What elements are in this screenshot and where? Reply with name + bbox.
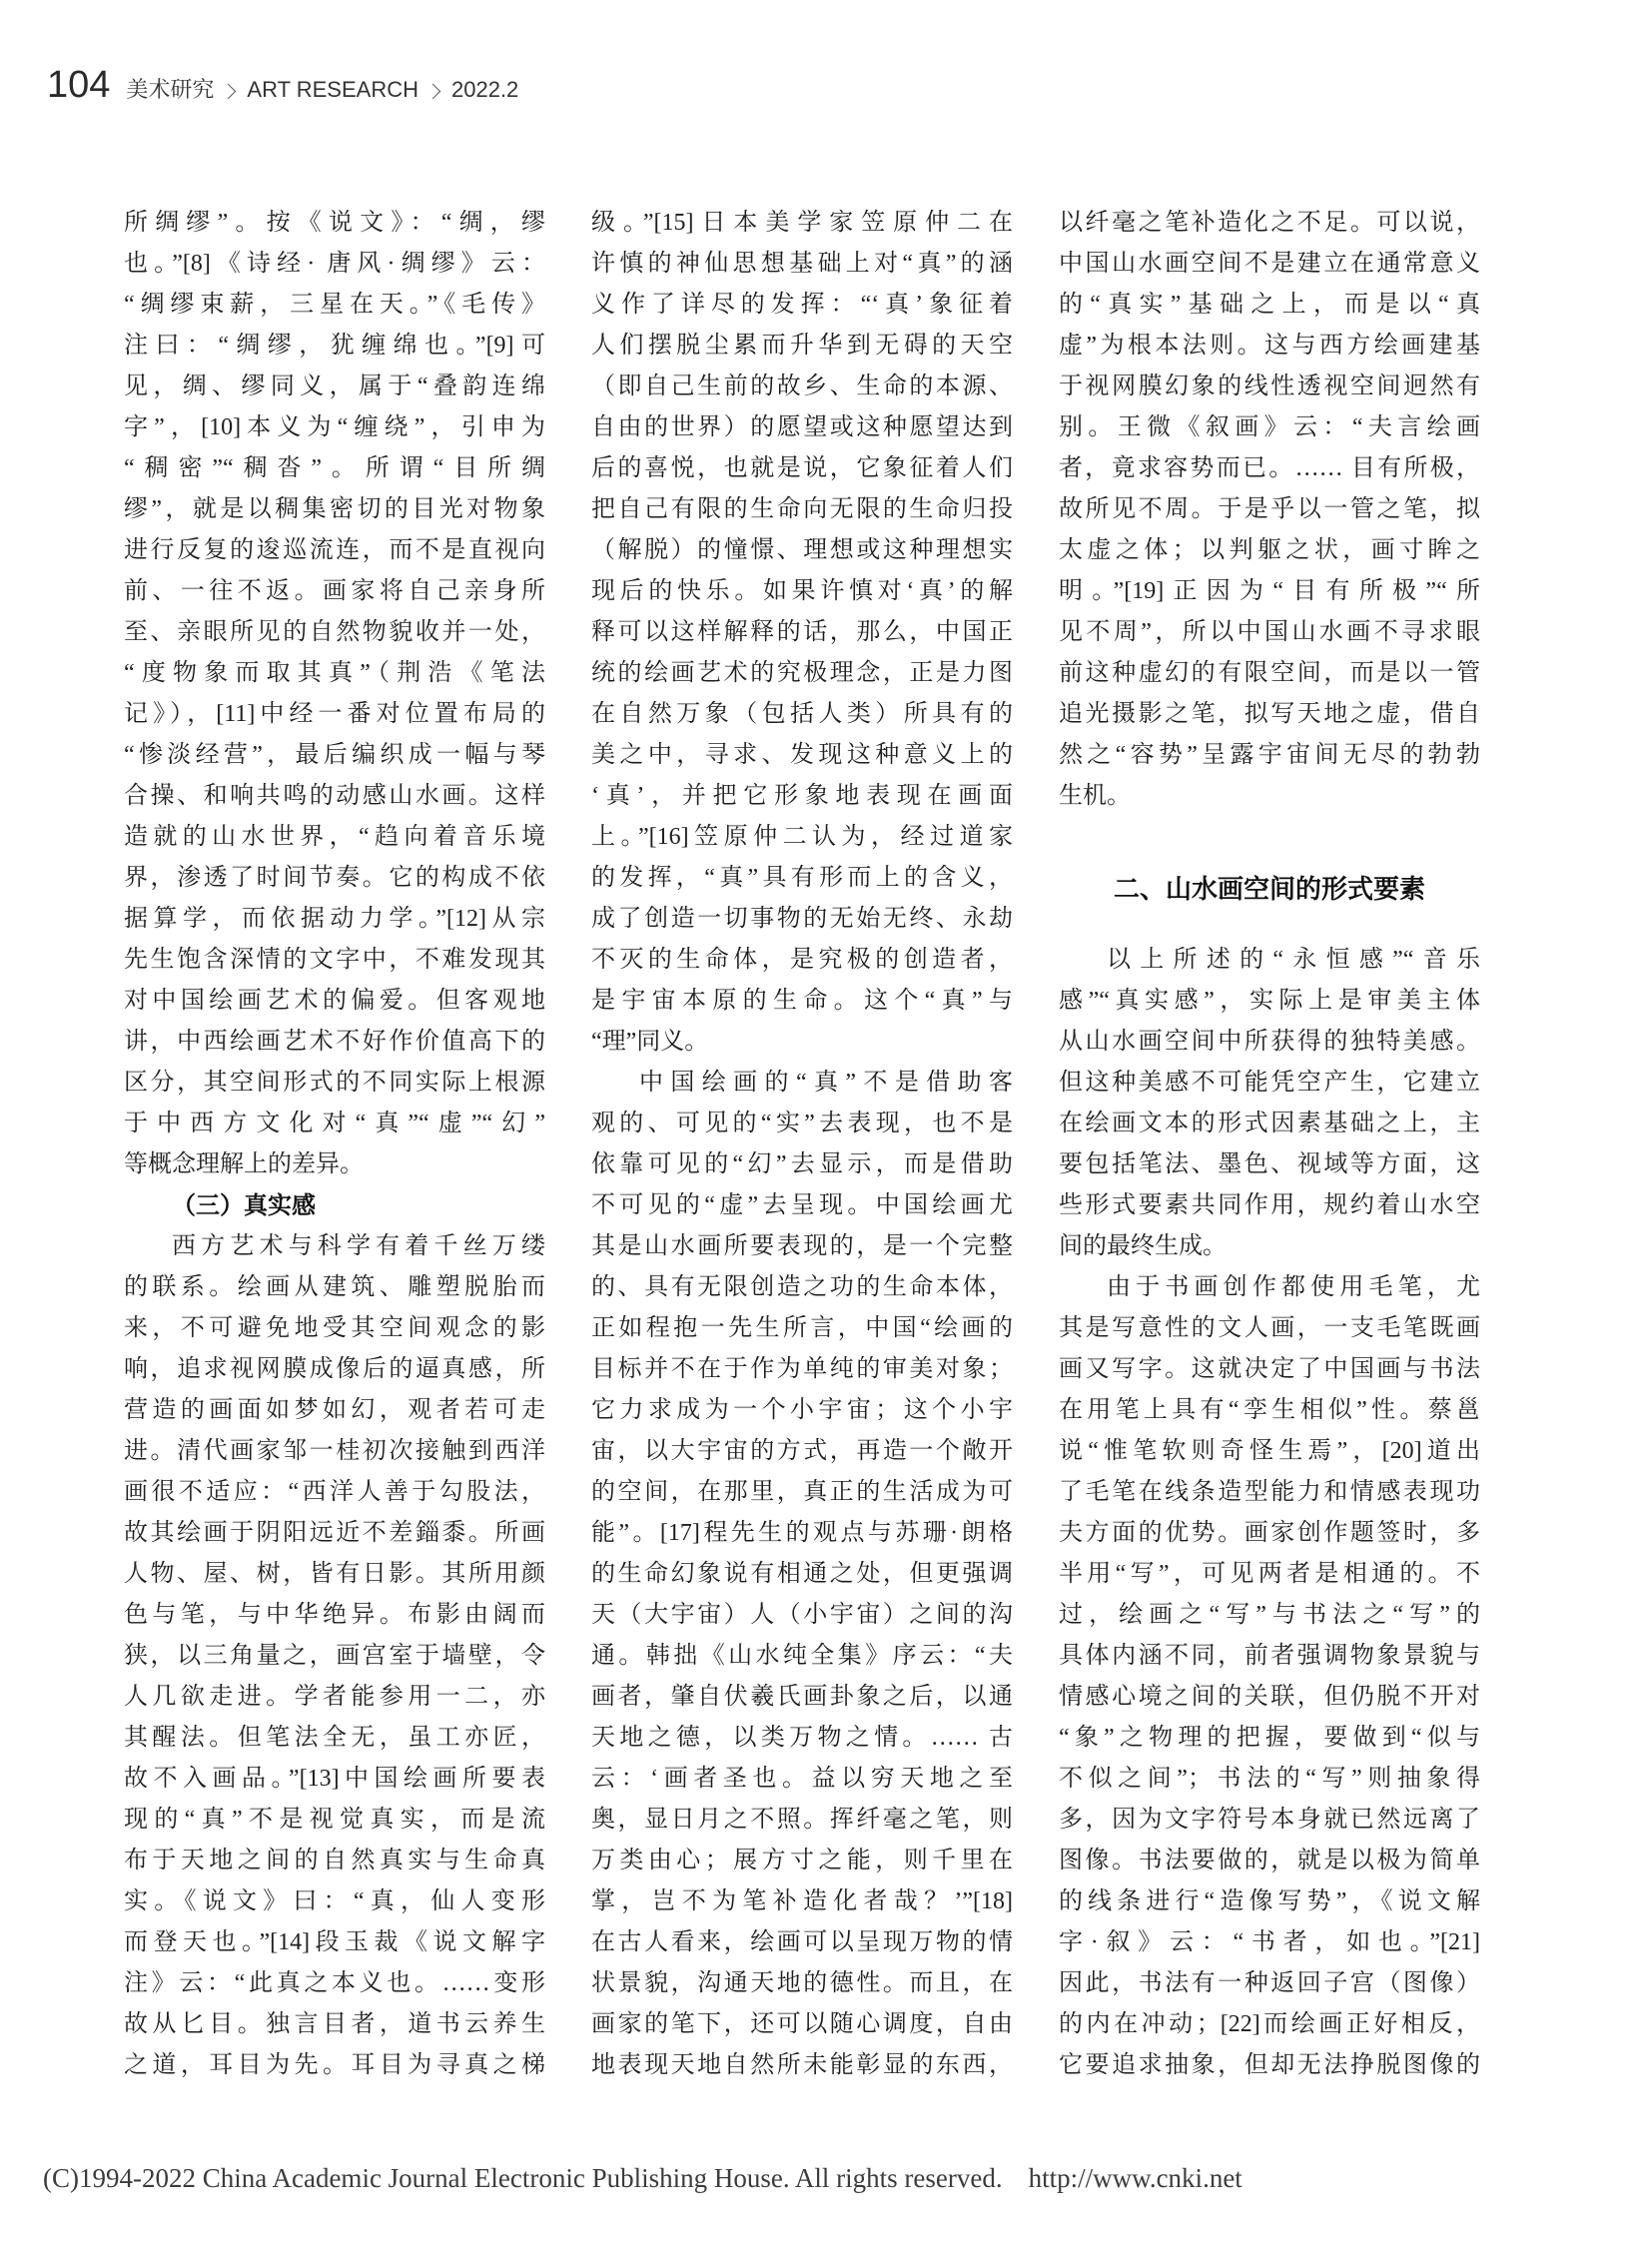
text-line: 多，因为文字符号本身就已然远离了 [1059, 1807, 1480, 1833]
paragraph [1059, 940, 1480, 1267]
text-line: 画者，肇自伏羲氏画卦象之后，以通 [591, 1684, 1013, 1710]
text-line: 其醒法。但笔法全无，虽工亦匠， [124, 1725, 545, 1751]
text-line: 宙，以大宇宙的方式，再造一个敞开 [591, 1438, 1013, 1464]
text-line: 要包括笔法、墨色、视域等方面，这 [1059, 1151, 1480, 1177]
text-line: 讲，中西绘画艺术不好作价值高下的 [124, 1029, 545, 1055]
text-line: 从山水画空间中所获得的独特美感。 [1059, 1029, 1480, 1055]
text-line: 画很不适应：“西洋人善于勾股法， [124, 1479, 545, 1505]
text-line: 故从匕目。独言目者，道书云养生 [124, 2011, 545, 2037]
text-line: 布于天地之间的自然真实与生命真 [124, 1848, 545, 1873]
text-line: 然之“容势”呈露宇宙间无尽的勃勃 [1059, 742, 1480, 768]
paragraph [1059, 1267, 1480, 2086]
text-line: 通。韩拙《山水纯全集》序云：“夫 [591, 1643, 1013, 1669]
text-line: 图像。书法要做的，就是以极为简单 [1059, 1848, 1480, 1873]
text-line: 前这种虚幻的有限空间，而是以一管 [1059, 660, 1480, 686]
text-line: 观的、可见的“实”去表现，也不是 [591, 1111, 1013, 1136]
text-line: 注曰：“绸缪，犹缠绵也。”[9]可 [124, 333, 545, 359]
text-line: 的空间，在那里，真正的生活成为可 [591, 1479, 1013, 1505]
text-line: 情感心境之间的关联，但仍脱不开对 [1059, 1684, 1480, 1710]
text-line: 的、具有无限创造之功的生命本体， [591, 1274, 1013, 1300]
text-line: 自由的世界）的愿望或这种愿望达到 [591, 414, 1013, 440]
text-line: 不可见的“虚”去呈现。中国绘画尤 [591, 1192, 1013, 1218]
text-line: 掌，岂不为笔补造化者哉？’”[18] [591, 1888, 1013, 1914]
text-line: 进。清代画家邹一桂初次接触到西洋 [124, 1438, 545, 1464]
text-line: 的生命幻象说有相通之处，但更强调 [591, 1561, 1013, 1587]
chevron-right-icon [221, 84, 237, 100]
text-line: 奥，显日月之不照。挥纤毫之笔，则 [591, 1807, 1013, 1833]
text-line: 狭，以三角量之，画宫室于墙壁，令 [124, 1643, 545, 1669]
text-line: 释可以这样解释的话，那么，中国正 [591, 619, 1013, 645]
text-line: 中国绘画的“真”不是借助客 [639, 1070, 1013, 1096]
text-line: 万类由心；展方寸之能，则千里在 [591, 1848, 1013, 1873]
text-line: 统的绘画艺术的究极理念，正是力图 [591, 660, 1013, 686]
text-line: 明。”[19]正因为“目有所极”“所 [1059, 578, 1480, 604]
text-line: 实。《说文》曰：“真，仙人变形 [124, 1888, 545, 1914]
column-2 [591, 203, 1013, 2086]
text-line: 天（大宇宙）人（小宇宙）之间的沟 [591, 1602, 1013, 1628]
text-line: 于视网膜幻象的线性透视空间迥然有 [1059, 374, 1480, 399]
subsection-heading: （三）真实感 [172, 1191, 316, 1219]
text-line: 些形式要素共同作用，规约着山水空 [1059, 1192, 1480, 1218]
text-line: 现的“真”不是视觉真实，而是流 [124, 1807, 545, 1833]
text-line: 说“惟笔软则奇怪生焉”，[20]道出 [1059, 1438, 1480, 1464]
text-line: 见不周”，所以中国山水画不寻求眼 [1059, 619, 1480, 645]
text-line: 人几欲走进。学者能参用一二，亦 [124, 1684, 545, 1710]
text-line: 于中西方文化对“真”“虚”“幻” [124, 1111, 545, 1136]
text-line: “稠密”“稠沓”。所谓“目所绸 [124, 455, 545, 481]
column-1 [124, 203, 545, 2086]
text-line: 中国山水画空间不是建立在通常意义 [1059, 251, 1480, 277]
page-number: 104 [47, 64, 111, 106]
text-line: 美之中，寻求、发现这种意义上的 [591, 742, 1013, 768]
text-line: 在绘画文本的形式因素基础之上，主 [1059, 1111, 1480, 1136]
text-line: 造就的山水世界，“趋向着音乐境 [124, 824, 545, 850]
text-line: （解脱）的憧憬、理想或这种理想实 [591, 537, 1013, 563]
text-line: 在自然万象（包括人类）所具有的 [591, 701, 1013, 727]
text-line: 现后的快乐。如果许慎对‘真’的解 [591, 578, 1013, 604]
text-line: 追光摄影之笔，拟写天地之虚，借自 [1059, 701, 1480, 727]
text-line: 夫方面的优势。画家创作题签时，多 [1059, 1520, 1480, 1546]
text-line: 地表现天地自然所未能彰显的东西， [591, 2052, 1013, 2078]
text-line: 色与笔，与中华绝异。布影由阔而 [124, 1602, 545, 1628]
text-line: 其是山水画所要表现的，是一个完整 [591, 1233, 1013, 1259]
text-line: 合操、和响共鸣的动感山水画。这样 [124, 783, 545, 809]
text-line: 半用“写”，可见两者是相通的。不 [1059, 1561, 1480, 1587]
text-line: 不似之间”；书法的“写”则抽象得 [1059, 1766, 1480, 1792]
text-line: 故不入画品。”[13]中国绘画所要表 [124, 1766, 545, 1792]
text-line: 界，渗透了时间节奏。它的构成不依 [124, 865, 545, 891]
paragraph [591, 1063, 1013, 2086]
text-line: 缪”，就是以稠集密切的目光对物象 [124, 496, 545, 522]
text-line: 而登天也。”[14]段玉裁《说文解字 [124, 1929, 545, 1955]
text-line: 感”“真实感”，实际上是审美主体 [1059, 988, 1480, 1014]
text-line: 太虚之体；以判躯之状，画寸眸之 [1059, 537, 1480, 563]
text-line: 以纤毫之笔补造化之不足。可以说， [1059, 210, 1480, 236]
section-heading: 二、山水画空间的形式要素 [1113, 875, 1425, 905]
text-line: “象”之物理的把握，要做到“似与 [1059, 1725, 1480, 1751]
text-line: 依靠可见的“幻”去显示，而是借助 [591, 1151, 1013, 1177]
text-line: 其是写意性的文人画，一支毛笔既画 [1059, 1315, 1480, 1341]
text-line: 故所见不周。于是乎以一管之笔，拟 [1059, 496, 1480, 522]
text-line: 正如程抱一先生所言，中国“绘画的 [591, 1315, 1013, 1341]
text-line: 画又写字。这就决定了中国画与书法 [1059, 1356, 1480, 1382]
text-line: （即自己生前的故乡、生命的本源、 [591, 374, 1013, 399]
text-line: 画家的笔下，还可以随心调度，自由 [591, 2011, 1013, 2037]
text-line: 西方艺术与科学有着千丝万缕 [172, 1233, 545, 1259]
text-line: 但这种美感不可能凭空产生，它建立 [1059, 1070, 1480, 1096]
text-line: 至、亲眼所见的自然物貌收并一处， [124, 619, 545, 645]
text-line: 对中国绘画艺术的偏爱。但客观地 [124, 988, 545, 1014]
copyright-footer [43, 2163, 1242, 2194]
text-line: “度物象而取其真”（荆浩《笔法 [124, 660, 545, 686]
text-line: 具体内涵不同，前者强调物象景貌与 [1059, 1643, 1480, 1669]
text-line: 生机。 [1059, 783, 1131, 809]
text-line: 目标并不在于作为单纯的审美对象； [591, 1356, 1013, 1382]
paragraph [591, 203, 1013, 1063]
text-line: 故其绘画于阴阳远近不差錙黍。所画 [124, 1520, 545, 1546]
text-line: 间的最终生成。 [1059, 1233, 1227, 1259]
text-line: 的联系。绘画从建筑、雕塑脱胎而 [124, 1274, 545, 1300]
text-line: 之道，耳目为先。耳目为寻真之梯 [124, 2052, 545, 2078]
text-line: “惨淡经营”，最后编织成一幅与琴 [124, 742, 545, 768]
text-line: 也。”[8]《诗经· 唐风·绸缪》云： [124, 251, 545, 277]
text-line: 是宇宙本原的生命。这个“真”与 [591, 988, 1013, 1014]
text-line: 天地之德，以类万物之情。…… 古 [591, 1725, 1013, 1751]
text-line: 上。”[16]笠原仲二认为，经过道家 [591, 824, 1013, 850]
text-line: 的“真实”基础之上，而是以“真 [1059, 292, 1480, 318]
text-line: 把自己有限的生命向无限的生命归投 [591, 496, 1013, 522]
text-line: 注》云：“此真之本义也。……变形 [124, 1970, 545, 1996]
text-line: 了毛笔在线条造型能力和情感表现功 [1059, 1479, 1480, 1505]
text-line: 前、一往不返。画家将自己亲身所 [124, 578, 545, 604]
text-line: 能”。[17]程先生的观点与苏珊·朗格 [591, 1520, 1013, 1546]
text-line: 成了创造一切事物的无始无终、永劫 [591, 906, 1013, 932]
text-line: “理”同义。 [591, 1029, 709, 1055]
text-line: 以上所述的“永恒感”“音乐 [1107, 947, 1480, 973]
text-line: 区分，其空间形式的不同实际上根源 [124, 1070, 545, 1096]
copyright-text: (C)1994-2022 China Academic Journal Electronic Publishing House. All rights reserved. [43, 2163, 1003, 2193]
text-line: 来，不可避免地受其空间观念的影 [124, 1315, 545, 1341]
chevron-right-icon [425, 84, 441, 100]
footer-url: http://www.cnki.net [1028, 2163, 1242, 2193]
text-line: 记》），[11]中经一番对位置布局的 [124, 701, 545, 727]
text-line: 字”，[10]本义为“缠绕”，引申为 [124, 414, 545, 440]
issue-number: 2022.2 [451, 77, 519, 102]
text-line: 许慎的神仙思想基础上对“真”的涵 [591, 251, 1013, 277]
text-line: 的内在冲动；[22]而绘画正好相反， [1059, 2011, 1480, 2037]
text-line: 的线条进行“造像写势”，《说文解 [1059, 1888, 1480, 1914]
text-line: 不灭的生命体，是究极的创造者， [591, 947, 1013, 973]
text-line: 过，绘画之“写”与书法之“写”的 [1059, 1602, 1480, 1628]
text-line: 在古人看来，绘画可以呈现万物的情 [591, 1929, 1013, 1955]
text-line: 它力求成为一个小宇宙；这个小宇 [591, 1397, 1013, 1423]
text-line: “绸缪束薪，三星在天。”《毛传》 [124, 292, 545, 318]
text-line: 营造的画面如梦如幻，观者若可走 [124, 1397, 545, 1423]
paragraph [1059, 203, 1480, 817]
journal-title-en: ART RESEARCH [247, 77, 418, 102]
text-line: 虚”为根本法则。这与西方绘画建基 [1059, 333, 1480, 359]
text-line: 人物、屋、树，皆有日影。其所用颜 [124, 1561, 545, 1587]
column-3 [1059, 203, 1480, 2086]
text-line: 它要追求抽象，但却无法挣脱图像的 [1059, 2052, 1480, 2078]
text-line: 后的喜悦，也就是说，它象征着人们 [591, 455, 1013, 481]
journal-title-cn: 美术研究 [126, 77, 215, 102]
text-line: 义作了详尽的发挥：“‘真’象征着 [591, 292, 1013, 318]
text-line: 级。”[15]日本美学家笠原仲二在 [591, 210, 1013, 236]
paragraph [124, 1226, 545, 2086]
text-line: 因此，书法有一种返回子宫（图像） [1059, 1970, 1480, 1996]
text-line: 人们摆脱尘累而升华到无碍的天空 [591, 333, 1013, 359]
text-line: 云：‘画者圣也。益以穷天地之至 [591, 1766, 1013, 1792]
text-line: 先生饱含深情的文字中，不难发现其 [124, 947, 545, 973]
text-line: 字·叙》云：“书者，如也。”[21] [1059, 1929, 1480, 1955]
text-line: 在用笔上具有“孪生相似”性。蔡邕 [1059, 1397, 1480, 1423]
paragraph [124, 203, 545, 1185]
text-line: 由于书画创作都使用毛笔，尤 [1107, 1274, 1480, 1300]
text-line: 见，绸、缪同义，属于“叠韵连绵 [124, 374, 545, 399]
text-line: 状景貌，沟通天地的德性。而且，在 [591, 1970, 1013, 1996]
text-line: 者，竟求容势而已。…… 目有所极， [1059, 455, 1480, 481]
text-line: 响，追求视网膜成像后的逼真感，所 [124, 1356, 545, 1382]
text-line: 别。王微《叙画》云：“夫言绘画 [1059, 414, 1480, 440]
text-line: 等概念理解上的差异。 [124, 1151, 364, 1177]
text-line: 的发挥，“真”具有形而上的含义， [591, 865, 1013, 891]
text-line: 进行反复的逡巡流连，而不是直视向 [124, 537, 545, 563]
running-header [47, 64, 518, 116]
text-line: ‘真’，并把它形象地表现在画面 [591, 783, 1013, 809]
text-line: 所绸缪”。按《说文》：“绸，缪 [124, 210, 545, 236]
text-line: 据算学，而依据动力学。”[12]从宗 [124, 906, 545, 932]
